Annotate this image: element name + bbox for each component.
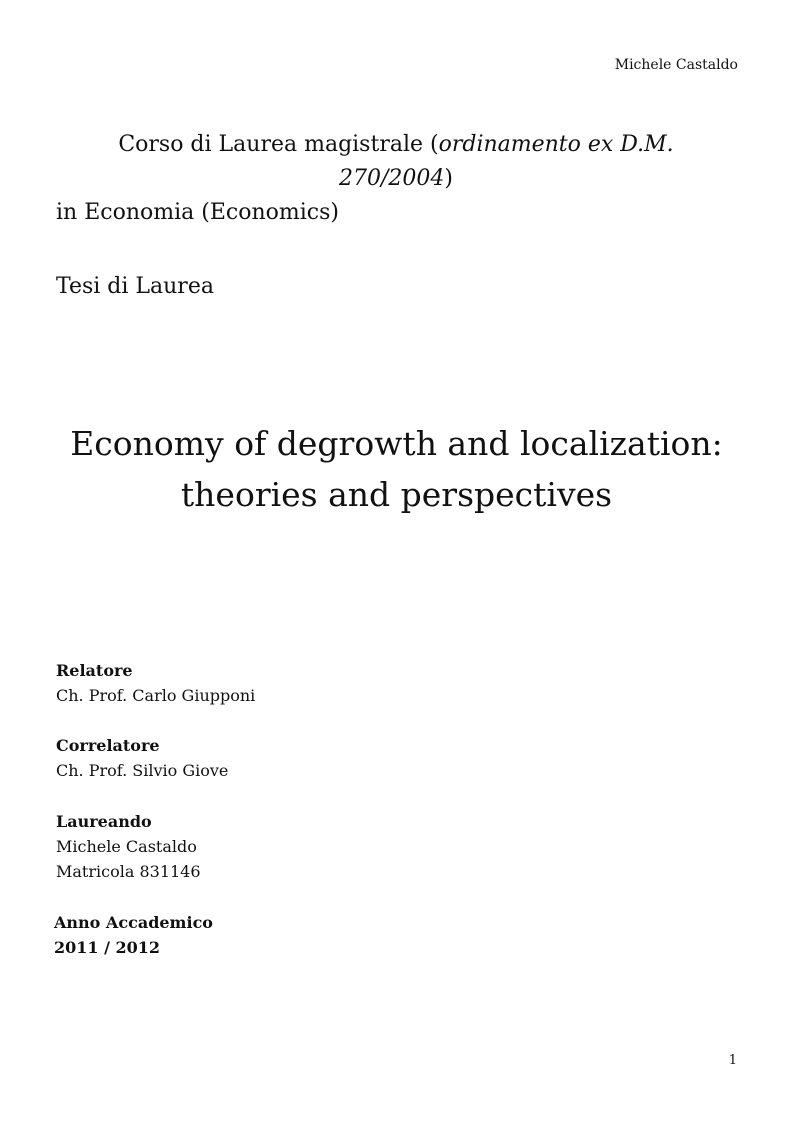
correlatore-name: Ch. Prof. Silvio Giove: [56, 761, 229, 780]
thesis-title-line-1: Economy of degrowth and localization:: [70, 424, 723, 463]
laureando-label: Laureando: [56, 812, 152, 831]
course-suffix: ): [444, 166, 453, 191]
course-prefix: Corso di Laurea magistrale (: [118, 132, 439, 157]
course-info: [56, 128, 736, 230]
page-number: 1: [728, 1053, 737, 1068]
correlatore-label: Correlatore: [56, 736, 160, 755]
course-line-1: [56, 128, 736, 162]
laureando-name: Michele Castaldo: [56, 837, 197, 856]
course-ordinance: ordinamento ex D.M.: [438, 132, 674, 157]
academic-year-block: [54, 910, 213, 960]
laureando-matricola: Matricola 831146: [56, 862, 201, 881]
running-header-author: Michele Castaldo: [614, 57, 738, 73]
relatore-label: Relatore: [56, 661, 133, 680]
thesis-title-line-2: theories and perspectives: [180, 475, 613, 514]
correlatore-block: [56, 733, 228, 783]
academic-year-value: 2011 / 2012: [54, 938, 161, 957]
thesis-title: [40, 418, 753, 520]
relatore-name: Ch. Prof. Carlo Giupponi: [56, 686, 256, 705]
course-ordinance-year: 270/2004: [339, 166, 445, 191]
laureando-block: [56, 809, 201, 884]
thesis-type: Tesi di Laurea: [56, 274, 214, 299]
relatore-block: [56, 658, 255, 708]
course-line-3: in Economia (Economics): [56, 200, 339, 225]
course-line-2: [56, 162, 736, 196]
academic-year-label: Anno Accademico: [54, 913, 213, 932]
